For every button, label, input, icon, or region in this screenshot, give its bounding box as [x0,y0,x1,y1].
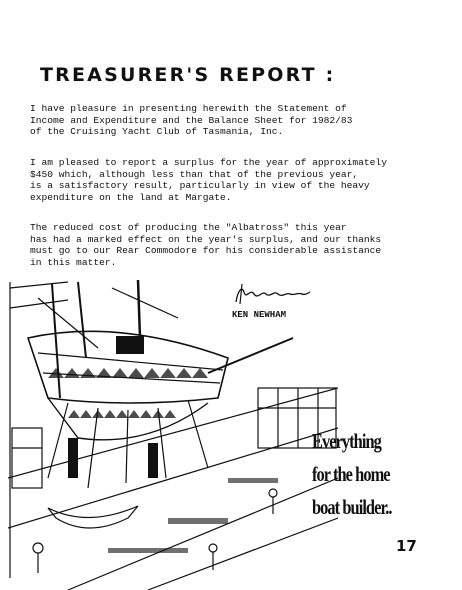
handwritten-signature [232,282,312,308]
report-line: $450 which, although less than that of the previous year, [30,168,359,180]
report-line: has had a marked effect on the year's surplus, and our thanks [30,233,382,245]
report-line: I am pleased to report a surplus for the year of approximately [30,157,387,168]
signature-name: KEN NEWHAM [232,310,287,320]
report-line: of the Cruising Yacht Club of Tasmania, Inc. [30,126,284,137]
boatyard-illustration [8,278,338,590]
report-line: Income and Expenditure and the Balance Sheet for 1982/83 [30,114,353,126]
advert-slogan [312,425,426,524]
page-number: 17 [396,537,417,555]
slogan-line: for the home [312,462,390,486]
report-line: must go to our Rear Commodore for his considerable assistance [30,245,382,256]
slogan-line: Everything [312,429,381,453]
report-line: The reduced cost of producing the "Albatross" this year [30,222,347,233]
report-line: in this matter. [30,256,117,268]
report-paragraph-1 [30,103,450,138]
report-title: TREASURER'S REPORT : [40,64,336,86]
report-paragraph-2 [30,157,450,203]
report-line: I have pleasure in presenting herewith the Statement of [30,103,347,114]
report-line: is a satisfactory result, particularly in view of the heavy [30,180,370,191]
slogan-line: boat builder.. [312,495,392,519]
report-line: expenditure on the land at Margate. [30,191,232,203]
report-paragraph-3 [30,222,450,268]
